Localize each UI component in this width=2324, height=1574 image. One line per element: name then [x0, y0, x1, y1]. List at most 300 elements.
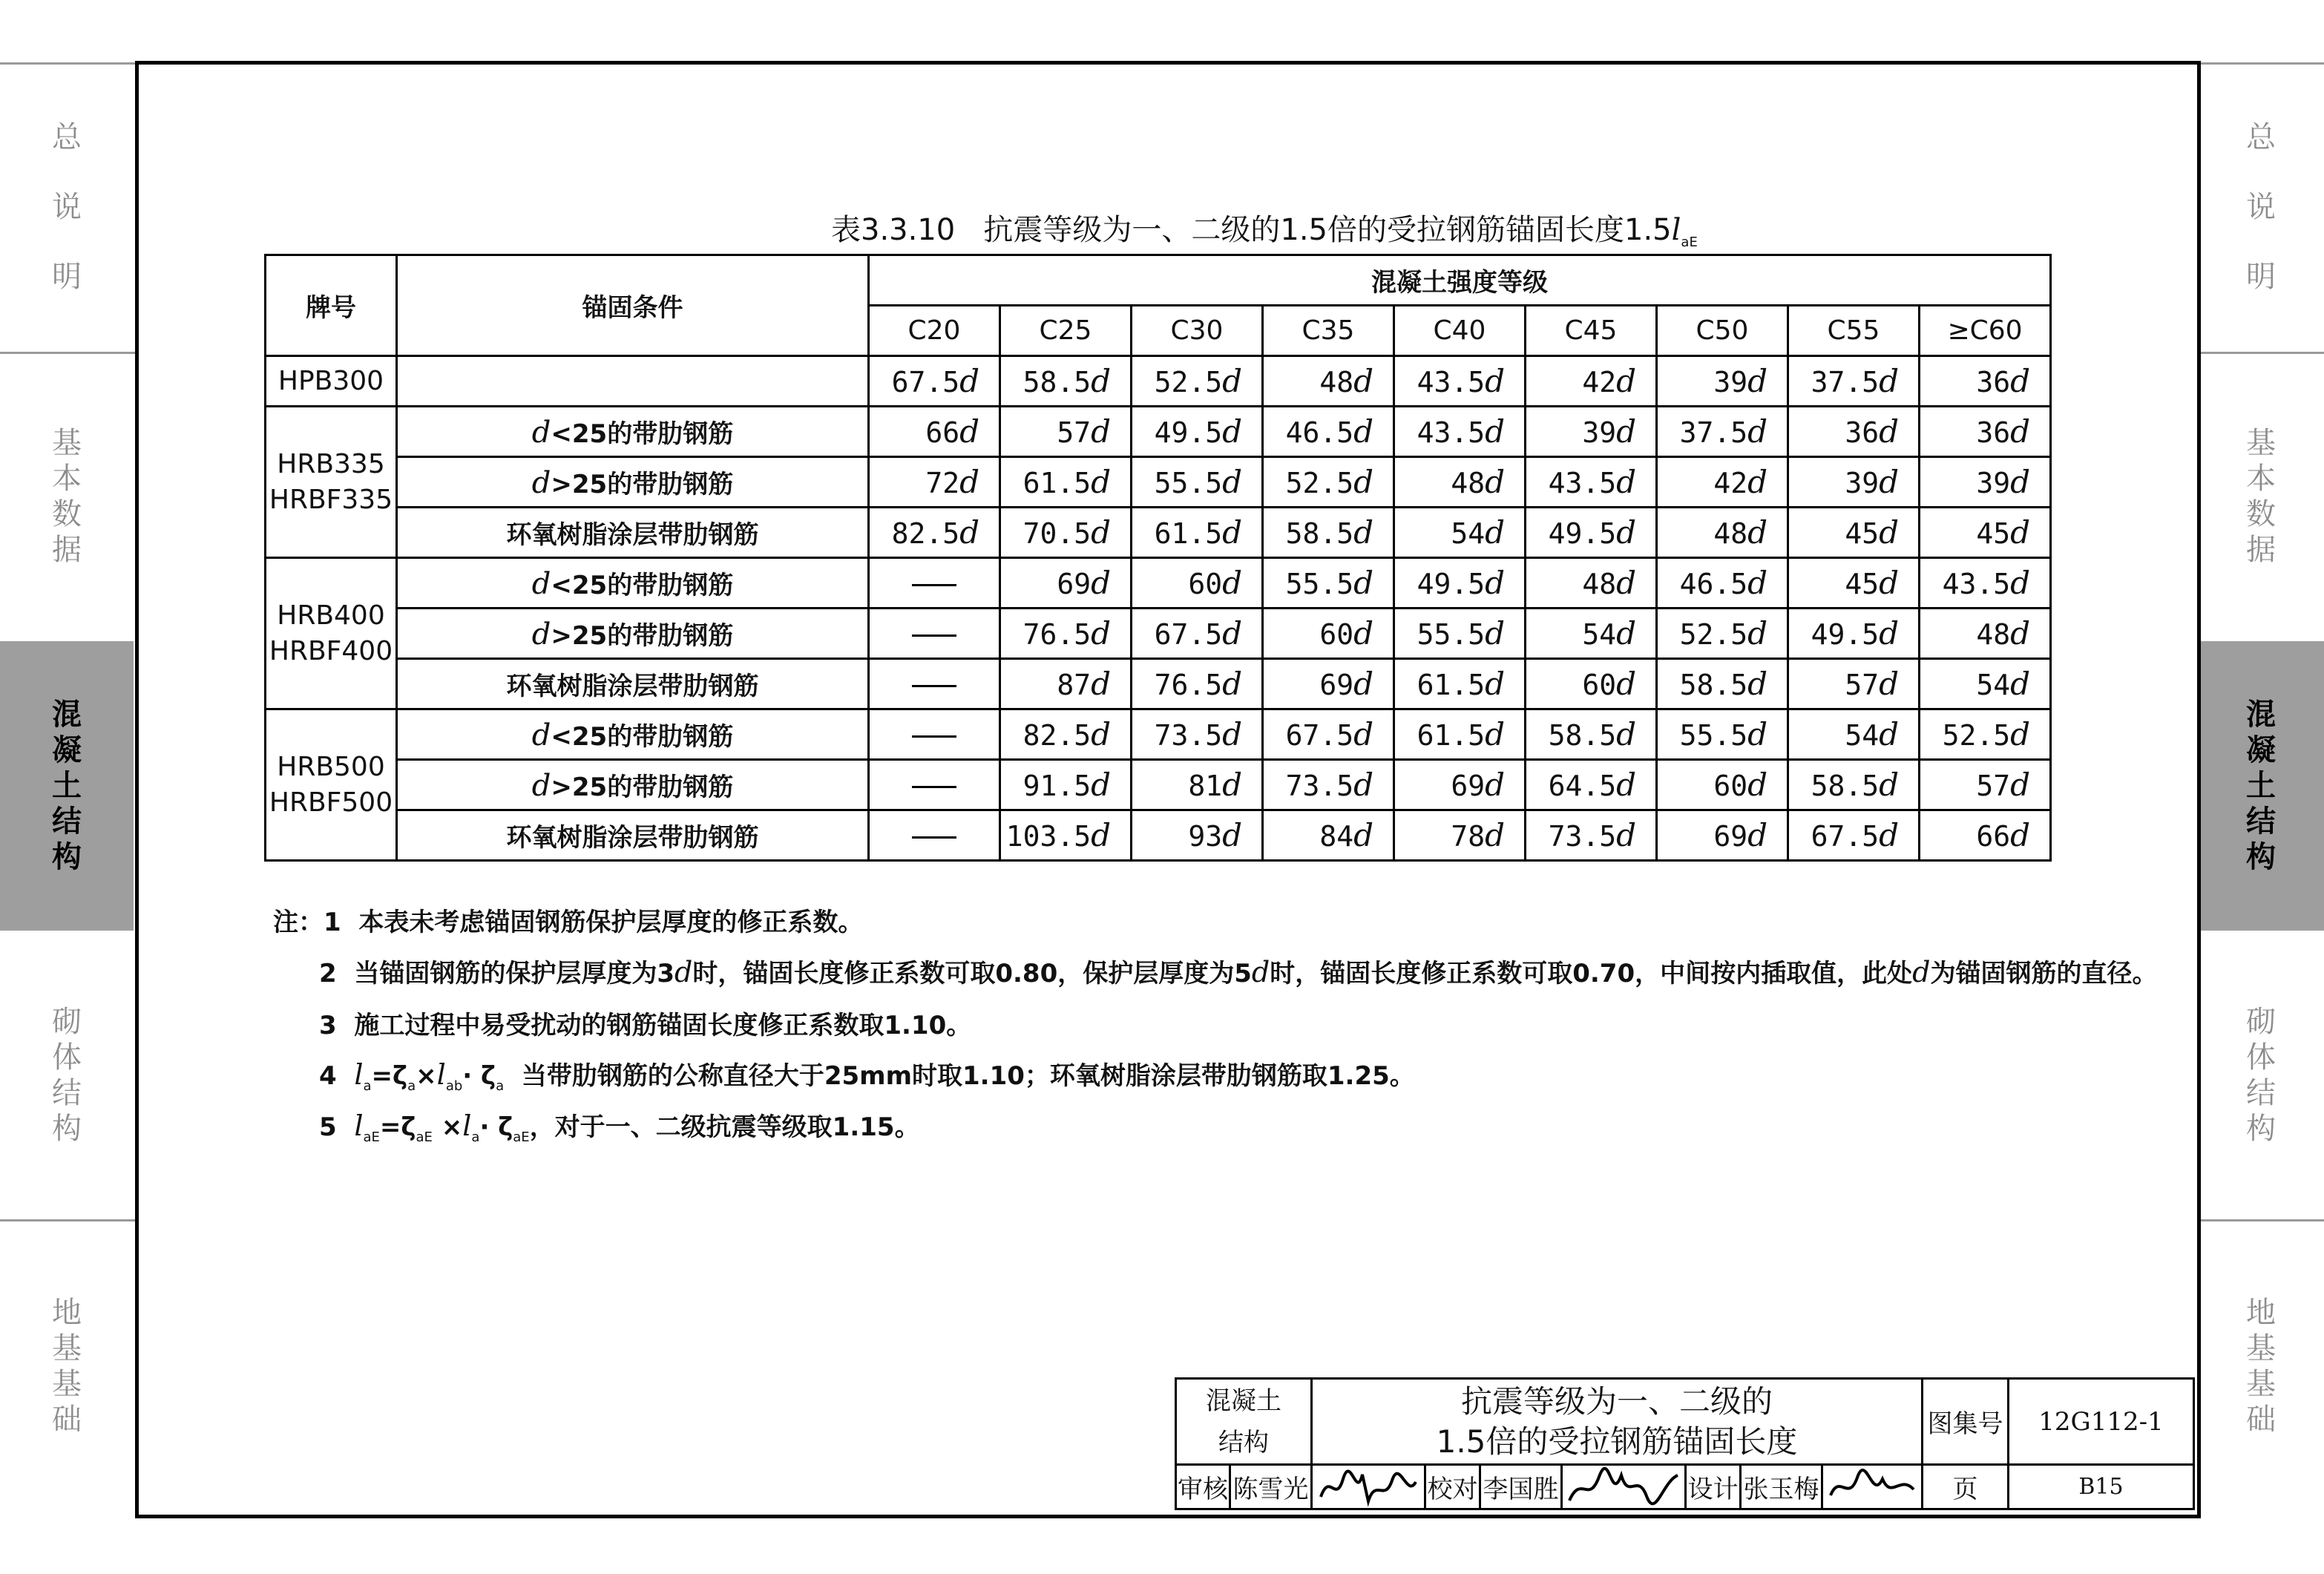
value-number: 48 [1713, 517, 1748, 550]
value-unit: d [1747, 615, 1767, 652]
value-number: 70.5 [1023, 517, 1092, 550]
value-unit: d [1485, 514, 1505, 551]
value-number: 55.5 [1679, 719, 1748, 752]
condition-text: <25的带肋钢筋 [551, 419, 734, 449]
value-unit: d [1747, 565, 1767, 601]
value-number: 45 [1845, 517, 1880, 550]
value-cell [1788, 457, 1920, 508]
value-cell [1657, 508, 1788, 558]
value-unit: d [1222, 666, 1242, 702]
value-number: 36 [1845, 416, 1880, 449]
value-unit: d [1353, 615, 1373, 652]
value-cell [1132, 609, 1263, 659]
value-cell [1788, 659, 1920, 709]
value-number: 55.5 [1154, 467, 1223, 499]
value-cell [1788, 558, 1920, 609]
value-unit: d [1879, 615, 1899, 652]
tb-checker: 李国胜 [1480, 1465, 1562, 1509]
brand-cell [266, 558, 397, 709]
grade-cell: ≥C60 [1920, 306, 2051, 356]
grade-cell: C30 [1132, 306, 1263, 356]
value-cell [1263, 760, 1394, 810]
value-number: 60 [1582, 669, 1617, 701]
tb-review-signature [1312, 1465, 1425, 1509]
value-cell [1920, 558, 2051, 609]
value-cell-empty [869, 760, 1000, 810]
value-cell [1657, 709, 1788, 760]
side-tab-general-right[interactable]: 总说明 [2246, 120, 2276, 294]
header-concrete-grade: 混凝土强度等级 [869, 255, 2051, 306]
table-row [266, 709, 2051, 760]
value-number: 67.5 [891, 366, 960, 399]
value-number: 61.5 [1023, 467, 1092, 499]
value-cell [1394, 558, 1526, 609]
value-number: 61.5 [1417, 669, 1486, 701]
note-1: 注：1 本表未考虑锚固钢筋保护层厚度的修正系数。 [273, 908, 864, 937]
value-unit: d [1222, 615, 1242, 652]
value-cell [1657, 407, 1788, 457]
value-unit: d [1616, 767, 1636, 803]
value-number: 60 [1319, 618, 1354, 651]
value-cell [1000, 356, 1132, 407]
value-unit: d [1879, 666, 1899, 702]
value-unit: d [1616, 514, 1636, 551]
value-cell [1394, 407, 1526, 457]
table-row [266, 760, 2051, 810]
condition-symbol: d [531, 466, 551, 500]
value-cell [1788, 810, 1920, 861]
value-number: 91.5 [1023, 770, 1092, 802]
value-cell [1394, 508, 1526, 558]
value-number: 39 [1976, 467, 2011, 499]
condition-text: <25的带肋钢筋 [551, 571, 734, 600]
condition-text: >25的带肋钢筋 [551, 773, 734, 802]
dash-mark [912, 584, 956, 586]
value-cell [1657, 356, 1788, 407]
condition-symbol: d [531, 617, 551, 652]
tb-category: 混凝土结构 [1176, 1379, 1312, 1465]
value-cell [869, 457, 1000, 508]
value-cell-empty [869, 709, 1000, 760]
value-number: 43.5 [1417, 416, 1486, 449]
value-cell [1132, 810, 1263, 861]
value-number: 73.5 [1285, 770, 1354, 802]
note-5: 5 $l_{aE}=\zeta_{aE} \times l_a\cdot \zeta_{aE}$，对于一、二级抗震等级取1.15。 [319, 1109, 920, 1145]
value-unit: d [1485, 363, 1505, 399]
tb-atlas-label: 图集号 [1923, 1379, 2009, 1465]
value-cell [1920, 810, 2051, 861]
value-unit: d [2010, 565, 2030, 601]
value-unit: d [1485, 666, 1505, 702]
value-cell [1920, 709, 2051, 760]
value-unit: d [1353, 413, 1373, 450]
value-number: 55.5 [1285, 568, 1354, 600]
value-number: 54 [1451, 517, 1486, 550]
value-number: 39 [1582, 416, 1617, 449]
value-cell [1657, 609, 1788, 659]
side-tab-concrete-right[interactable]: 混凝土结构 [2198, 641, 2324, 931]
value-cell [1000, 760, 1132, 810]
table-row [266, 810, 2051, 861]
value-unit: d [1091, 464, 1111, 500]
table-row [266, 508, 2051, 558]
value-cell [1657, 659, 1788, 709]
side-tab-basic-data-right[interactable]: 基本数据 [2246, 426, 2276, 567]
value-number: 58.5 [1548, 719, 1617, 752]
value-unit: d [1091, 413, 1111, 450]
value-unit: d [1879, 464, 1899, 500]
table-row [266, 457, 2051, 508]
table-row [266, 659, 2051, 709]
value-cell [1788, 709, 1920, 760]
dash-mark [912, 685, 956, 687]
side-tab-concrete[interactable]: 混凝土结构 [0, 641, 134, 931]
value-cell [1920, 760, 2051, 810]
value-unit: d [1747, 666, 1767, 702]
value-number: 55.5 [1417, 618, 1486, 651]
value-unit: d [2010, 615, 2030, 652]
value-number: 87 [1057, 669, 1092, 701]
condition-text: >25的带肋钢筋 [551, 621, 734, 651]
value-number: 42 [1713, 467, 1748, 499]
condition-text: 环氧树脂涂层带肋钢筋 [506, 672, 759, 701]
value-cell [1132, 356, 1263, 407]
value-number: 54 [1582, 618, 1617, 651]
value-unit: d [1091, 565, 1111, 601]
value-number: 69 [1713, 820, 1748, 853]
value-cell [1263, 609, 1394, 659]
value-number: 39 [1845, 467, 1880, 499]
value-number: 37.5 [1679, 416, 1748, 449]
value-cell [1526, 709, 1657, 760]
value-cell [1526, 407, 1657, 457]
title-block [1175, 1377, 2195, 1510]
value-unit: d [959, 514, 979, 551]
value-cell [1526, 356, 1657, 407]
value-number: 72 [925, 467, 960, 499]
value-cell [1000, 609, 1132, 659]
dash-mark [912, 786, 956, 788]
value-unit: d [1091, 363, 1111, 399]
value-unit: d [1747, 514, 1767, 551]
grade-cell: C45 [1526, 306, 1657, 356]
value-number: 58.5 [1679, 669, 1748, 701]
value-cell [1132, 558, 1263, 609]
value-unit: d [2010, 514, 2030, 551]
value-unit: d [1616, 716, 1636, 752]
value-cell [1263, 356, 1394, 407]
value-unit: d [1485, 615, 1505, 652]
value-number: 54 [1976, 669, 2011, 701]
value-cell [1788, 760, 1920, 810]
condition-symbol: d [531, 718, 551, 752]
value-number: 39 [1713, 366, 1748, 399]
value-cell [1920, 609, 2051, 659]
condition-cell [397, 659, 869, 709]
value-unit: d [959, 413, 979, 450]
value-unit: d [1222, 817, 1242, 853]
value-unit: d [1879, 716, 1899, 752]
value-unit: d [1485, 413, 1505, 450]
value-number: 81 [1188, 770, 1223, 802]
value-cell [1788, 508, 1920, 558]
value-number: 36 [1976, 416, 2011, 449]
value-unit: d [1616, 413, 1636, 450]
value-cell [1526, 508, 1657, 558]
value-number: 48 [1451, 467, 1486, 499]
value-unit: d [1616, 615, 1636, 652]
value-number: 84 [1319, 820, 1354, 853]
anchorage-length-table [264, 254, 2052, 862]
brand-cell [266, 407, 397, 558]
value-unit: d [1222, 514, 1242, 551]
value-unit: d [1485, 767, 1505, 803]
value-unit: d [1353, 514, 1373, 551]
value-cell-empty [869, 558, 1000, 609]
value-cell [1920, 457, 2051, 508]
condition-symbol: d [531, 567, 551, 601]
value-cell [1526, 760, 1657, 810]
value-cell [1526, 457, 1657, 508]
condition-cell [397, 356, 869, 407]
value-unit: d [2010, 817, 2030, 853]
value-number: 103.5 [1005, 820, 1092, 853]
value-number: 61.5 [1417, 719, 1486, 752]
side-tab-masonry-right[interactable]: 砌体结构 [2246, 1005, 2276, 1146]
tb-check-signature [1562, 1465, 1686, 1509]
value-unit: d [2010, 716, 2030, 752]
value-unit: d [1616, 817, 1636, 853]
value-cell [1526, 609, 1657, 659]
brand-line: HRB335 [277, 448, 385, 479]
brand-line: HRBF500 [269, 787, 393, 818]
note-3: 3 施工过程中易受扰动的钢筋锚固长度修正系数取1.10。 [319, 1011, 972, 1040]
value-unit: d [1485, 817, 1505, 853]
condition-cell [397, 810, 869, 861]
value-number: 49.5 [1811, 618, 1880, 651]
value-number: 52.5 [1679, 618, 1748, 651]
tb-review-label: 审核 [1176, 1465, 1230, 1509]
value-cell [1132, 457, 1263, 508]
value-cell [1788, 407, 1920, 457]
grade-cell: C55 [1788, 306, 1920, 356]
value-number: 66 [1976, 820, 2011, 853]
value-unit: d [1353, 565, 1373, 601]
dash-mark [912, 735, 956, 738]
value-unit: d [1222, 413, 1242, 450]
value-cell [1394, 760, 1526, 810]
value-unit: d [2010, 363, 2030, 399]
value-unit: d [2010, 464, 2030, 500]
value-unit: d [1222, 767, 1242, 803]
value-cell [1263, 457, 1394, 508]
value-unit: d [2010, 413, 2030, 450]
tb-drawing-title: 抗震等级为一、二级的 1.5倍的受拉钢筋锚固长度 [1312, 1379, 1923, 1465]
condition-text: 环氧树脂涂层带肋钢筋 [506, 520, 759, 550]
tb-page-label: 页 [1923, 1465, 2009, 1509]
note-2: 2 当锚固钢筋的保护层厚度为3d时，锚固长度修正系数可取0.80，保护层厚度为5d时，锚固长度修正系数可取0.70，中间按内插取值，此处d为锚固钢筋的直径。 [319, 956, 2158, 988]
value-cell [1526, 558, 1657, 609]
value-unit: d [1879, 413, 1899, 450]
value-unit: d [1091, 615, 1111, 652]
value-cell [1000, 457, 1132, 508]
grade-cell: C50 [1657, 306, 1788, 356]
value-unit: d [1616, 666, 1636, 702]
value-number: 45 [1976, 517, 2011, 550]
value-number: 69 [1057, 568, 1092, 600]
tb-design-label: 设计 [1686, 1465, 1741, 1509]
value-unit: d [1747, 716, 1767, 752]
value-cell-empty [869, 609, 1000, 659]
value-cell [1657, 558, 1788, 609]
value-unit: d [1879, 565, 1899, 601]
value-unit: d [1747, 464, 1767, 500]
value-unit: d [1222, 716, 1242, 752]
table-title: 表3.3.10 抗震等级为一、二级的1.5倍的受拉钢筋锚固长度$1.5l_{aE}$ [831, 213, 1698, 250]
value-cell [1263, 810, 1394, 861]
tb-check-label: 校对 [1425, 1465, 1480, 1509]
value-number: 37.5 [1811, 366, 1880, 399]
tb-page-no: B15 [2009, 1465, 2194, 1509]
value-cell [1263, 709, 1394, 760]
value-unit: d [959, 464, 979, 500]
value-cell [869, 356, 1000, 407]
value-cell [1000, 407, 1132, 457]
value-unit: d [1616, 464, 1636, 500]
value-unit: d [2010, 767, 2030, 803]
value-number: 57 [1057, 416, 1092, 449]
value-unit: d [959, 363, 979, 399]
value-number: 61.5 [1154, 517, 1223, 550]
value-number: 76.5 [1023, 618, 1092, 651]
value-unit: d [1616, 363, 1636, 399]
value-cell [1657, 810, 1788, 861]
value-cell [1657, 457, 1788, 508]
value-unit: d [1353, 363, 1373, 399]
value-cell [1132, 760, 1263, 810]
value-number: 76.5 [1154, 669, 1223, 701]
value-number: 46.5 [1679, 568, 1748, 600]
designer-signature [1826, 1467, 1919, 1507]
side-tab-general[interactable]: 总说明 [52, 120, 82, 294]
value-number: 69 [1319, 669, 1354, 701]
condition-cell [397, 760, 869, 810]
value-unit: d [1091, 767, 1111, 803]
value-cell [1394, 356, 1526, 407]
table-row [266, 609, 2051, 659]
value-cell [1920, 356, 2051, 407]
value-unit: d [1353, 464, 1373, 500]
side-tab-foundation-right[interactable]: 地基基础 [2246, 1296, 2276, 1437]
header-condition: 锚固条件 [397, 255, 869, 356]
value-number: 52.5 [1154, 366, 1223, 399]
value-unit: d [1747, 363, 1767, 399]
value-cell [1394, 609, 1526, 659]
table-row [266, 558, 2051, 609]
condition-text: >25的带肋钢筋 [551, 470, 734, 499]
condition-cell [397, 558, 869, 609]
value-cell [1394, 457, 1526, 508]
value-unit: d [1353, 666, 1373, 702]
value-cell [1394, 810, 1526, 861]
brand-line: HPB300 [278, 365, 384, 396]
value-number: 58.5 [1285, 517, 1354, 550]
condition-text: 环氧树脂涂层带肋钢筋 [506, 823, 759, 853]
value-number: 66 [925, 416, 960, 449]
value-cell [1394, 709, 1526, 760]
value-cell [869, 407, 1000, 457]
value-unit: d [1747, 817, 1767, 853]
value-cell [1263, 508, 1394, 558]
value-unit: d [2010, 666, 2030, 702]
value-number: 54 [1845, 719, 1880, 752]
value-number: 57 [1976, 770, 2011, 802]
reviewer-signature [1316, 1467, 1420, 1507]
grade-cell: C40 [1394, 306, 1526, 356]
value-cell [1788, 356, 1920, 407]
brand-cell [266, 356, 397, 407]
value-number: 49.5 [1154, 416, 1223, 449]
value-unit: d [1222, 464, 1242, 500]
value-number: 45 [1845, 568, 1880, 600]
value-cell [1526, 659, 1657, 709]
value-number: 43.5 [1417, 366, 1486, 399]
value-number: 60 [1713, 770, 1748, 802]
side-tab-masonry[interactable]: 砌体结构 [52, 1005, 82, 1146]
value-number: 67.5 [1811, 820, 1880, 853]
value-number: 43.5 [1942, 568, 2011, 600]
value-number: 69 [1451, 770, 1486, 802]
value-number: 64.5 [1548, 770, 1617, 802]
side-tab-basic-data[interactable]: 基本数据 [52, 426, 82, 567]
condition-symbol: d [531, 769, 551, 803]
table-row [266, 407, 2051, 457]
value-number: 48 [1976, 618, 2011, 651]
value-cell [1657, 760, 1788, 810]
value-number: 82.5 [891, 517, 960, 550]
grade-cell: C25 [1000, 306, 1132, 356]
value-unit: d [1747, 413, 1767, 450]
value-cell [1263, 659, 1394, 709]
value-number: 52.5 [1285, 467, 1354, 499]
value-cell [1263, 407, 1394, 457]
value-number: 43.5 [1548, 467, 1617, 499]
table-row [266, 356, 2051, 407]
checker-signature [1566, 1466, 1681, 1508]
condition-cell [397, 457, 869, 508]
value-unit: d [1091, 666, 1111, 702]
value-number: 36 [1976, 366, 2011, 399]
value-cell [1000, 558, 1132, 609]
side-tab-foundation[interactable]: 地基基础 [52, 1296, 82, 1437]
condition-cell [397, 508, 869, 558]
value-unit: d [1485, 565, 1505, 601]
tb-designer: 张玉梅 [1741, 1465, 1822, 1509]
value-cell [1920, 508, 2051, 558]
value-unit: d [1091, 514, 1111, 551]
condition-symbol: d [531, 416, 551, 450]
value-cell [1000, 508, 1132, 558]
value-cell [1000, 709, 1132, 760]
value-cell [1000, 810, 1132, 861]
value-unit: d [1091, 817, 1111, 853]
value-number: 42 [1582, 366, 1617, 399]
value-cell [1394, 659, 1526, 709]
value-unit: d [1091, 716, 1111, 752]
value-number: 67.5 [1285, 719, 1354, 752]
value-number: 49.5 [1417, 568, 1486, 600]
value-cell-empty [869, 659, 1000, 709]
